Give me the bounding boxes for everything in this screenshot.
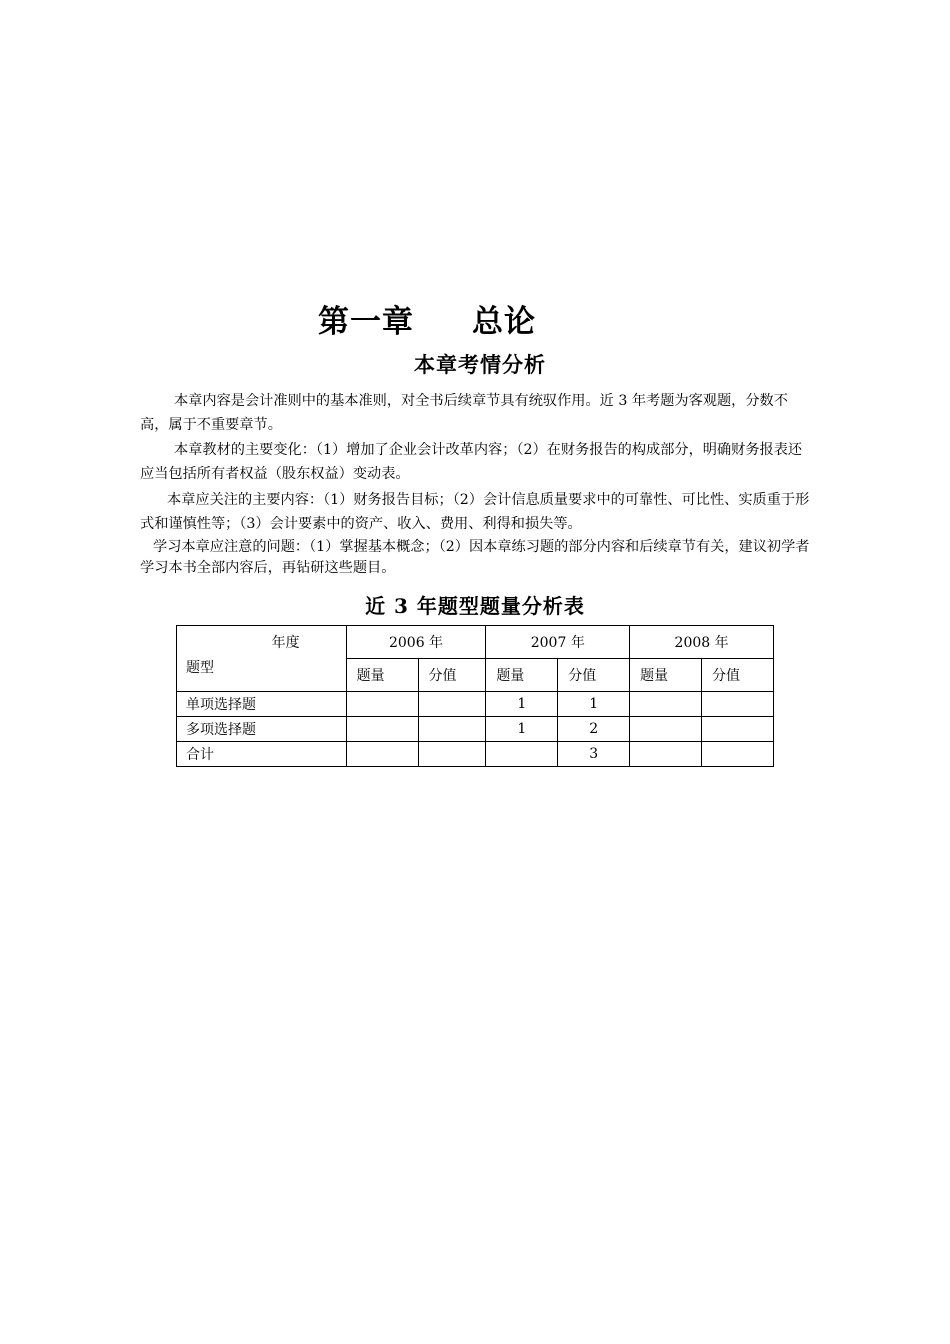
table-row: [177, 742, 774, 767]
table-cell: 1: [558, 692, 630, 717]
table-title: 近 3 年题型题量分析表: [365, 594, 585, 618]
row-label: 多项选择题: [177, 717, 347, 742]
sub-header: 分值: [702, 659, 774, 692]
year-header: 2007 年: [486, 626, 630, 659]
chapter-name: 总论: [472, 304, 536, 340]
table-cell: [702, 692, 774, 717]
table-cell: [702, 742, 774, 767]
paragraph-changes: 本章教材的主要变化：（1）增加了企业会计改革内容；（2）在财务报告的构成部分，明确财务报表还应当包括所有者权益（股东权益）变动表。: [140, 442, 803, 482]
paragraph-focus: 本章应关注的主要内容：（1）财务报告目标；（2）会计信息质量要求中的可靠性、可比性、实质重于形式和谨慎性等；（3）会计要素中的资产、收入、费用、利得和损失等。: [140, 492, 810, 532]
corner-year-label: 年度: [271, 635, 300, 651]
chapter-title: [318, 296, 536, 341]
table-cell: [630, 692, 702, 717]
corner-type-label: 题型: [186, 660, 214, 676]
year-header: 2006 年: [346, 626, 486, 659]
sub-header: 分值: [558, 659, 630, 692]
table-cell: [418, 692, 486, 717]
table-cell: [346, 742, 418, 767]
table-corner-header: [177, 626, 347, 692]
sub-header: 题量: [346, 659, 418, 692]
sub-header: 分值: [418, 659, 486, 692]
question-stats-table: [176, 625, 774, 767]
table-cell: 1: [486, 717, 558, 742]
table-cell: [418, 742, 486, 767]
section-title: 本章考情分析: [414, 352, 546, 377]
table-cell: [486, 742, 558, 767]
year-header: 2008 年: [630, 626, 774, 659]
table-cell: [418, 717, 486, 742]
table-cell: 3: [558, 742, 630, 767]
table-cell: [702, 717, 774, 742]
row-label: 单项选择题: [177, 692, 347, 717]
paragraph-overview: 本章内容是会计准则中的基本准则，对全书后续章节具有统驭作用。近 3 年考题为客观题，分数不高，属于不重要章节。: [140, 393, 788, 433]
table-cell: [346, 717, 418, 742]
sub-header: 题量: [630, 659, 702, 692]
table-cell: [630, 742, 702, 767]
table-row: [177, 717, 774, 742]
chapter-number: 第一章: [318, 304, 414, 340]
table-cell: 1: [486, 692, 558, 717]
sub-header: 题量: [486, 659, 558, 692]
paragraph-study-notes: 学习本章应注意的问题：（1）掌握基本概念；（2）因本章练习题的部分内容和后续章节有关，建议初学者学习本书全部内容后，再钻研这些题目。: [140, 539, 810, 576]
table-row: [177, 692, 774, 717]
table-cell: [630, 717, 702, 742]
row-label: 合计: [177, 742, 347, 767]
table-cell: [346, 692, 418, 717]
table-cell: 2: [558, 717, 630, 742]
